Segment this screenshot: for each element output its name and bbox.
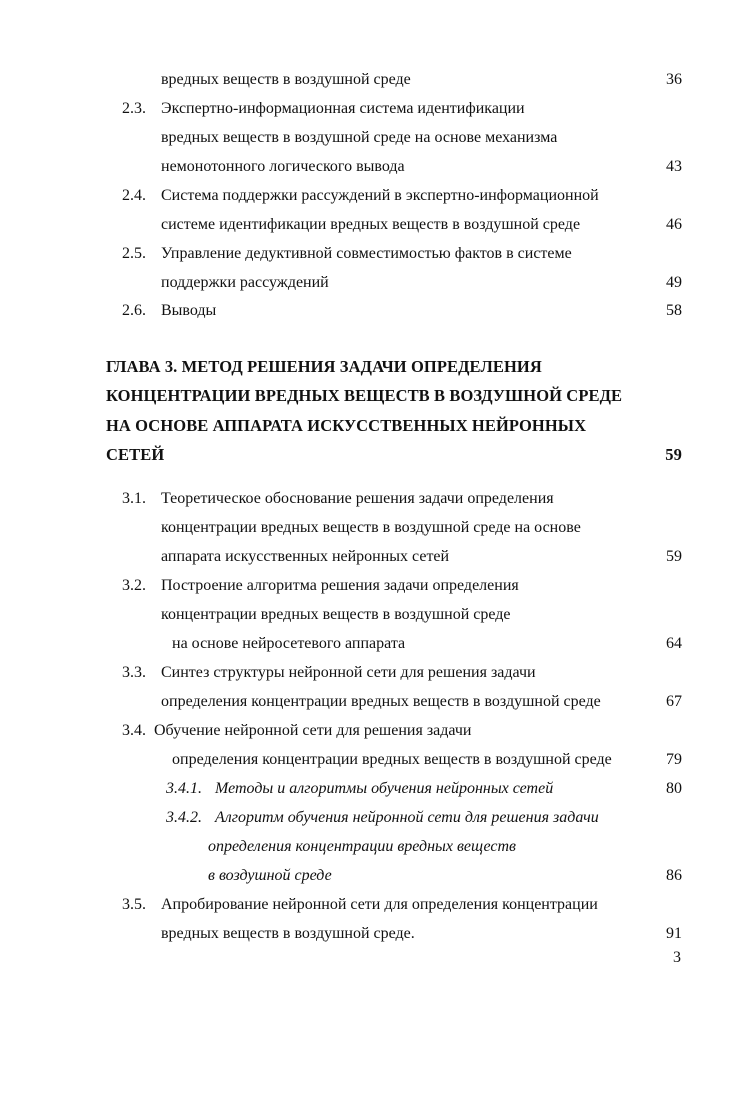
toc-3-3-line-2: определения концентрации вредных веществ в воздушной среде [161,693,601,710]
toc-2-6-page: 58 [666,302,682,319]
toc-3-4-1-page: 80 [666,780,682,797]
toc-3-1-page: 59 [666,548,682,565]
toc-3-1-line-3: аппарата искусственных нейронных сетей [161,548,450,565]
toc-3-4-2-line-1: Алгоритм обучения нейронной сети для решения задачи [215,809,599,826]
toc-3-4-page: 79 [666,751,682,768]
toc-2-3-line-1: Экспертно-информационная система идентификации [161,100,525,117]
toc-3-2-number: 3.2. [122,577,146,594]
toc-3-2-line-3: на основе нейросетевого аппарата [172,635,406,652]
toc-3-5-page: 91 [666,925,682,942]
toc-2-4-number: 2.4. [122,187,146,204]
chapter-3-title-line-4: СЕТЕЙ [106,445,165,464]
toc-3-4-1-line-1: Методы и алгоритмы обучения нейронных сетей [215,780,554,797]
toc-2-3-line-3: немонотонного логического вывода [161,158,405,175]
toc-3-4-number: 3.4. [122,722,146,739]
chapter-3-title-line-2: КОНЦЕНТРАЦИИ ВРЕДНЫХ ВЕЩЕСТВ В ВОЗДУШНОЙ СРЕДЕ [106,386,623,405]
toc-3-5-number: 3.5. [122,896,146,913]
toc-2-3-line-2: вредных веществ в воздушной среде на основе механизма [161,129,558,146]
toc-3-4-2-number: 3.4.2. [166,809,202,826]
toc-3-1-line-2: концентрации вредных веществ в воздушной среде на основе [161,519,581,536]
toc-3-4-1-number: 3.4.1. [166,780,202,797]
toc-2-5-page: 49 [666,274,682,291]
toc-3-1-line-1: Теоретическое обоснование решения задачи определения [161,490,554,507]
toc-3-5-line-1: Апробирование нейронной сети для определения концентрации [161,896,598,913]
toc-3-4-2-line-3: в воздушной среде [208,867,332,884]
toc-3-2-line-1: Построение алгоритма решения задачи определения [161,577,519,594]
toc-2-3-number: 2.3. [122,100,146,117]
toc-2-2-line-1: вредных веществ в воздушной среде [161,71,411,88]
toc-3-1-number: 3.1. [122,490,146,507]
chapter-3-title-line-1: ГЛАВА 3. МЕТОД РЕШЕНИЯ ЗАДАЧИ ОПРЕДЕЛЕНИЯ [106,357,542,376]
toc-2-2-page: 36 [666,71,682,88]
toc-3-4-2-page: 86 [666,867,682,884]
toc-3-3-number: 3.3. [122,664,146,681]
chapter-3-title-line-3: НА ОСНОВЕ АППАРАТА ИСКУССТВЕННЫХ НЕЙРОННЫХ [106,416,587,435]
page-number: 3 [673,949,681,966]
toc-3-2-line-2: концентрации вредных веществ в воздушной среде [161,606,511,623]
toc-2-4-line-2: системе идентификации вредных веществ в воздушной среде [161,216,581,233]
toc-3-4-line-2: определения концентрации вредных веществ в воздушной среде [172,751,612,768]
chapter-3-page: 59 [665,445,682,464]
toc-2-5-number: 2.5. [122,245,146,262]
toc-2-6-line-1: Выводы [161,302,217,319]
toc-2-4-page: 46 [666,216,682,233]
toc-2-5-line-2: поддержки рассуждений [161,274,329,291]
toc-3-3-line-1: Синтез структуры нейронной сети для решения задачи [161,664,536,681]
toc-2-3-page: 43 [666,158,682,175]
toc-2-4-line-1: Система поддержки рассуждений в экспертно-информационной [161,187,599,204]
toc-2-6-number: 2.6. [122,302,146,319]
toc-3-2-page: 64 [666,635,682,652]
toc-3-5-line-2: вредных веществ в воздушной среде. [161,925,415,942]
toc-2-5-line-1: Управление дедуктивной совместимостью фактов в системе [161,245,572,262]
toc-3-3-page: 67 [666,693,682,710]
toc-3-4-line-1: Обучение нейронной сети для решения задачи [154,722,472,739]
toc-3-4-2-line-2: определения концентрации вредных веществ [208,838,516,855]
